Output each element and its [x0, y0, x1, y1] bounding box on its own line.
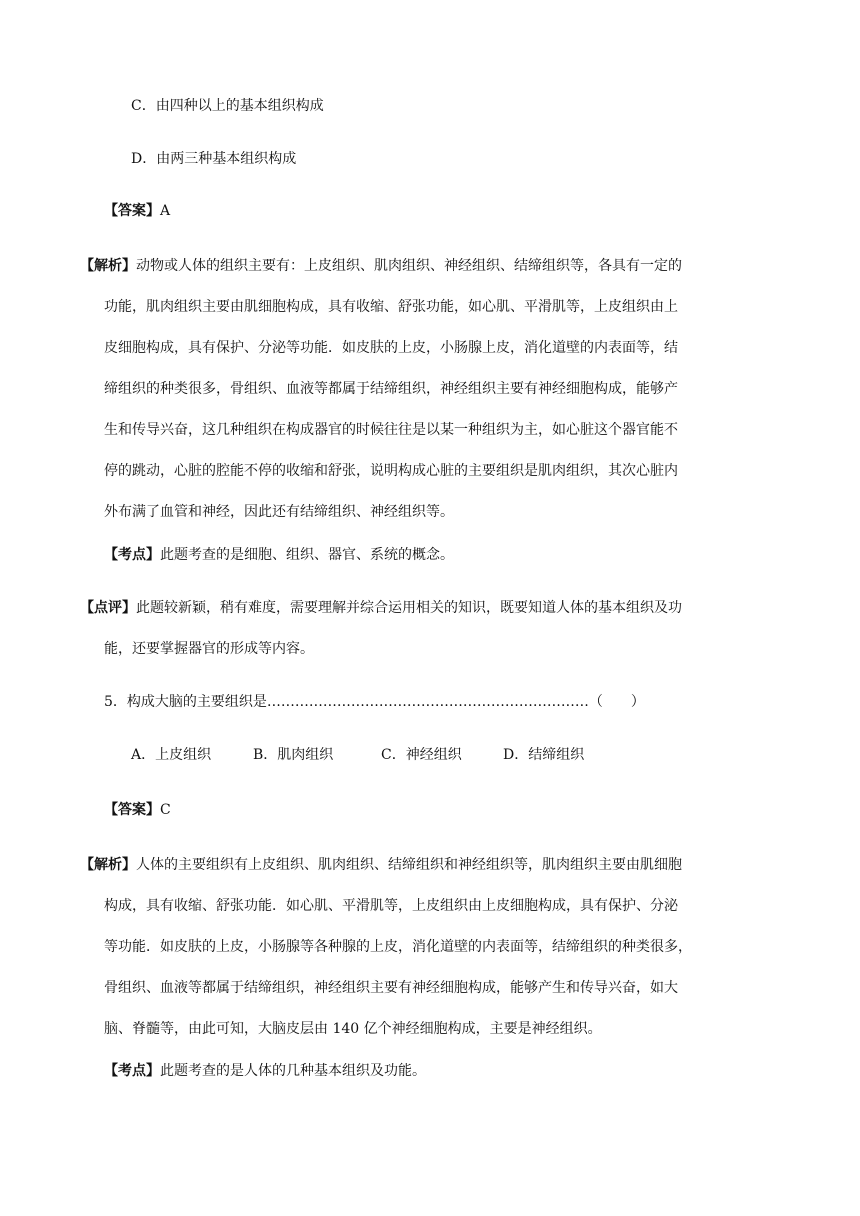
- comment-line: 能，还要掌握器官的形成等内容。: [104, 641, 314, 657]
- q5-answer: [104, 800, 171, 820]
- answer-value: A: [160, 203, 171, 219]
- q4-comment: [80, 598, 764, 680]
- point-tag: 【考点】: [104, 547, 160, 563]
- analysis-line: 等功能．如皮肤的上皮，小肠腺等各种腺的上皮，消化道壁的内表面等，结缔组织的种类很多，: [104, 939, 692, 955]
- comment-tag: 【点评】: [80, 600, 136, 616]
- analysis-line: 缔组织的种类很多，骨组织、血液等都属于结缔组织，神经组织主要有神经细胞构成，能够产: [104, 381, 678, 397]
- q5-stem: 5．构成大脑的主要组织是……………………………………………………………（ ）: [104, 694, 645, 710]
- answer-tag: 【答案】: [104, 802, 160, 818]
- analysis-line: 脑、脊髓等，由此可知，大脑皮层由 140 亿个神经细胞构成，主要是神经组织。: [104, 1021, 602, 1037]
- q4-option-d: D．由两三种基本组织构成: [131, 151, 297, 167]
- q4-answer: [104, 201, 170, 221]
- q5-option-c: C．神经组织: [381, 747, 462, 763]
- answer-tag: 【答案】: [104, 203, 160, 219]
- q5-option-d: D．结缔组织: [503, 747, 585, 763]
- analysis-line: 构成，具有收缩、舒张功能．如心肌、平滑肌等，上皮组织由上皮细胞构成，具有保护、分泌: [104, 898, 678, 914]
- q5-analysis: [80, 855, 764, 1060]
- q5-option-b: B．肌肉组织: [253, 747, 334, 763]
- analysis-tag: 【解析】: [80, 258, 136, 274]
- analysis-tag: 【解析】: [80, 857, 136, 873]
- analysis-line: 皮细胞构成，具有保护、分泌等功能．如皮肤的上皮，小肠腺上皮，消化道壁的内表面等，结: [104, 340, 678, 356]
- analysis-line: 【解析】动物或人体的组织主要有：上皮组织、肌肉组织、神经组织、结缔组织等，各具有一定的: [80, 258, 682, 274]
- analysis-line: 【解析】人体的主要组织有上皮组织、肌肉组织、结缔组织和神经组织等，肌肉组织主要由肌细胞: [80, 857, 682, 873]
- comment-line: 【点评】此题较新颖，稍有难度，需要理解并综合运用相关的知识，既要知道人体的基本组织及功: [80, 600, 682, 616]
- q4-point: 【考点】此题考查的是细胞、组织、器官、系统的概念。: [104, 547, 454, 563]
- analysis-line: 功能，肌肉组织主要由肌细胞构成，具有收缩、舒张功能，如心肌、平滑肌等，上皮组织由上: [104, 299, 678, 315]
- point-tag: 【考点】: [104, 1063, 160, 1079]
- q4-option-c: C．由四种以上的基本组织构成: [131, 98, 324, 114]
- q4-analysis: [80, 256, 764, 543]
- answer-value: C: [160, 802, 171, 818]
- q5-point: 【考点】此题考查的是人体的几种基本组织及功能。: [104, 1063, 426, 1079]
- q5-options: [131, 745, 584, 765]
- analysis-line: 生和传导兴奋，这几种组织在构成器官的时候往往是以某一种组织为主，如心脏这个器官能不: [104, 422, 678, 438]
- analysis-line: 外布满了血管和神经，因此还有结缔组织、神经组织等。: [104, 504, 454, 520]
- analysis-line: 骨组织、血液等都属于结缔组织，神经组织主要有神经细胞构成，能够产生和传导兴奋，如大: [104, 980, 678, 996]
- analysis-line: 停的跳动，心脏的腔能不停的收缩和舒张，说明构成心脏的主要组织是肌肉组织，其次心脏内: [104, 463, 678, 479]
- q5-option-a: A．上皮组织: [131, 747, 212, 763]
